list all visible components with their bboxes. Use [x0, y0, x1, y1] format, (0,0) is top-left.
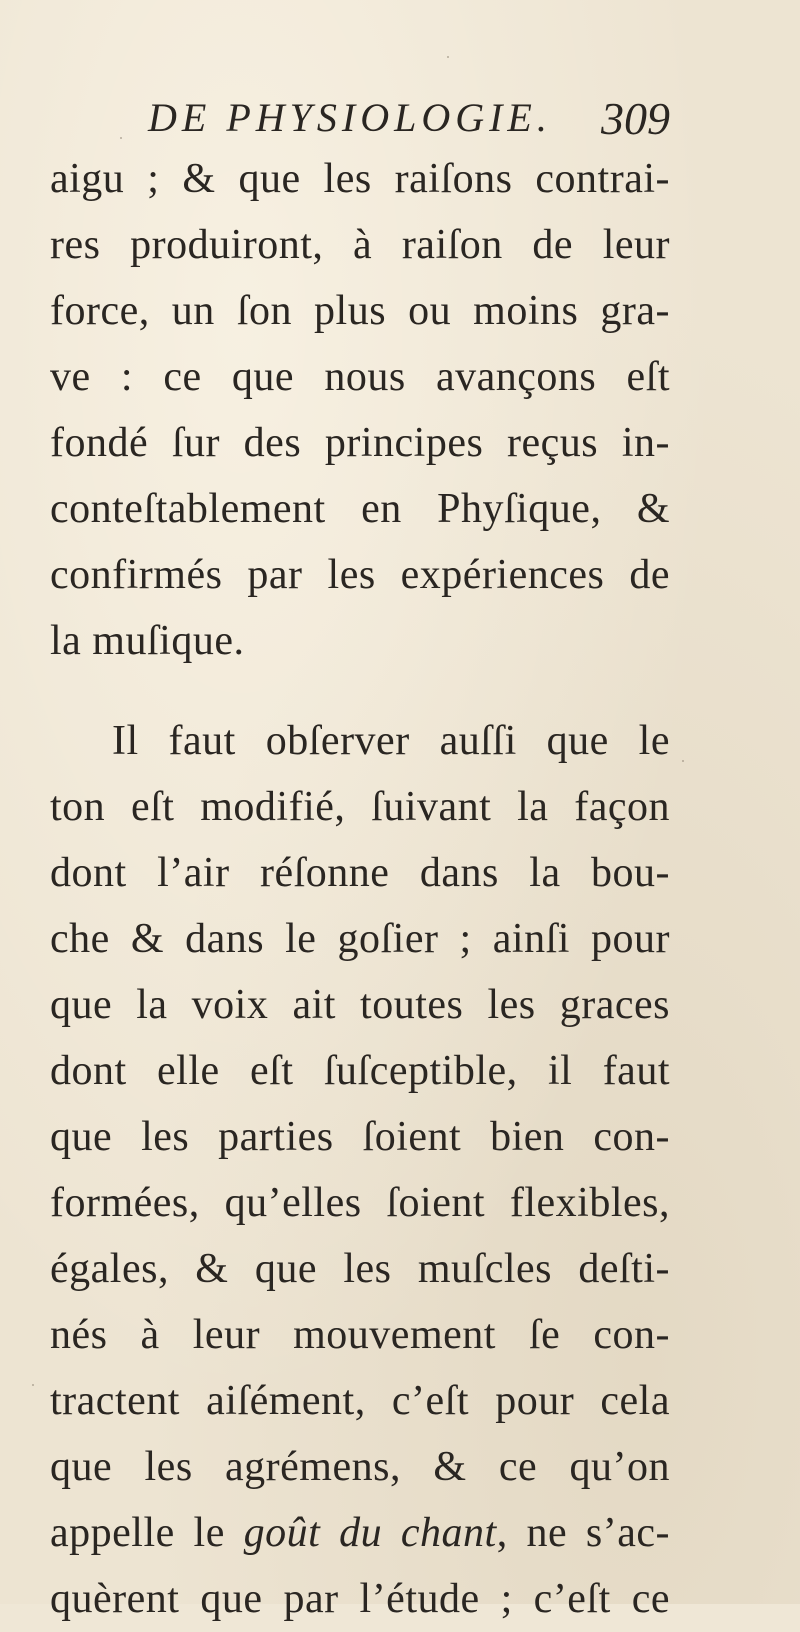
text-line: égales, & que les muſcles deſti-: [50, 1246, 670, 1292]
text-line: ton eſt modifié, ſuivant la façon: [50, 784, 670, 830]
text-run: , ne s’ac-: [496, 1510, 670, 1556]
text-line: conteſtablement en Phyſique, &: [50, 486, 670, 532]
text-line: force, un ſon plus ou moins gra-: [50, 288, 670, 334]
italic-phrase: goût du chant: [243, 1510, 497, 1556]
text-line: dont l’air réſonne dans la bou-: [50, 850, 670, 896]
text-line: res produiront, à raiſon de leur: [50, 222, 670, 268]
text-line: confirmés par les expériences de: [50, 552, 670, 598]
paper-speck: [447, 56, 449, 58]
text-line: que les agrémens, & ce qu’on: [50, 1444, 670, 1490]
body-text: [50, 146, 670, 1632]
text-line: fondé ſur des principes reçus in-: [50, 420, 670, 466]
running-head-title: DE PHYSIOLOGIE.: [148, 95, 552, 140]
text-line: que la voix ait toutes les graces: [50, 982, 670, 1028]
text-line: que les parties ſoient bien con-: [50, 1114, 670, 1160]
text-line: Il faut obſerver auſſi que le: [112, 718, 670, 764]
text-line: ve : ce que nous avançons eſt: [50, 354, 670, 400]
text-line: la muſique.: [50, 618, 245, 664]
text-run: appelle le: [50, 1510, 244, 1556]
running-head: [140, 88, 680, 148]
paper-speck: [120, 137, 122, 139]
text-line: che & dans le goſier ; ainſi pour: [50, 916, 670, 962]
text-line: quèrent que par l’étude ; c’eſt ce: [50, 1576, 670, 1622]
page-number: 309: [601, 93, 670, 144]
text-line: formées, qu’elles ſoient flexibles,: [50, 1180, 670, 1226]
text-line: tractent aiſément, c’eſt pour cela: [50, 1378, 670, 1424]
text-line: dont elle eſt ſuſceptible, il faut: [50, 1048, 670, 1094]
paper-speck: [682, 760, 684, 762]
paragraph-gap: [50, 674, 670, 708]
text-line: nés à leur mouvement ſe con-: [50, 1312, 670, 1358]
paper-speck: [32, 1384, 34, 1386]
text-line: aigu ; & que les raiſons contrai-: [50, 156, 670, 202]
text-line-with-italic: [50, 1500, 670, 1566]
